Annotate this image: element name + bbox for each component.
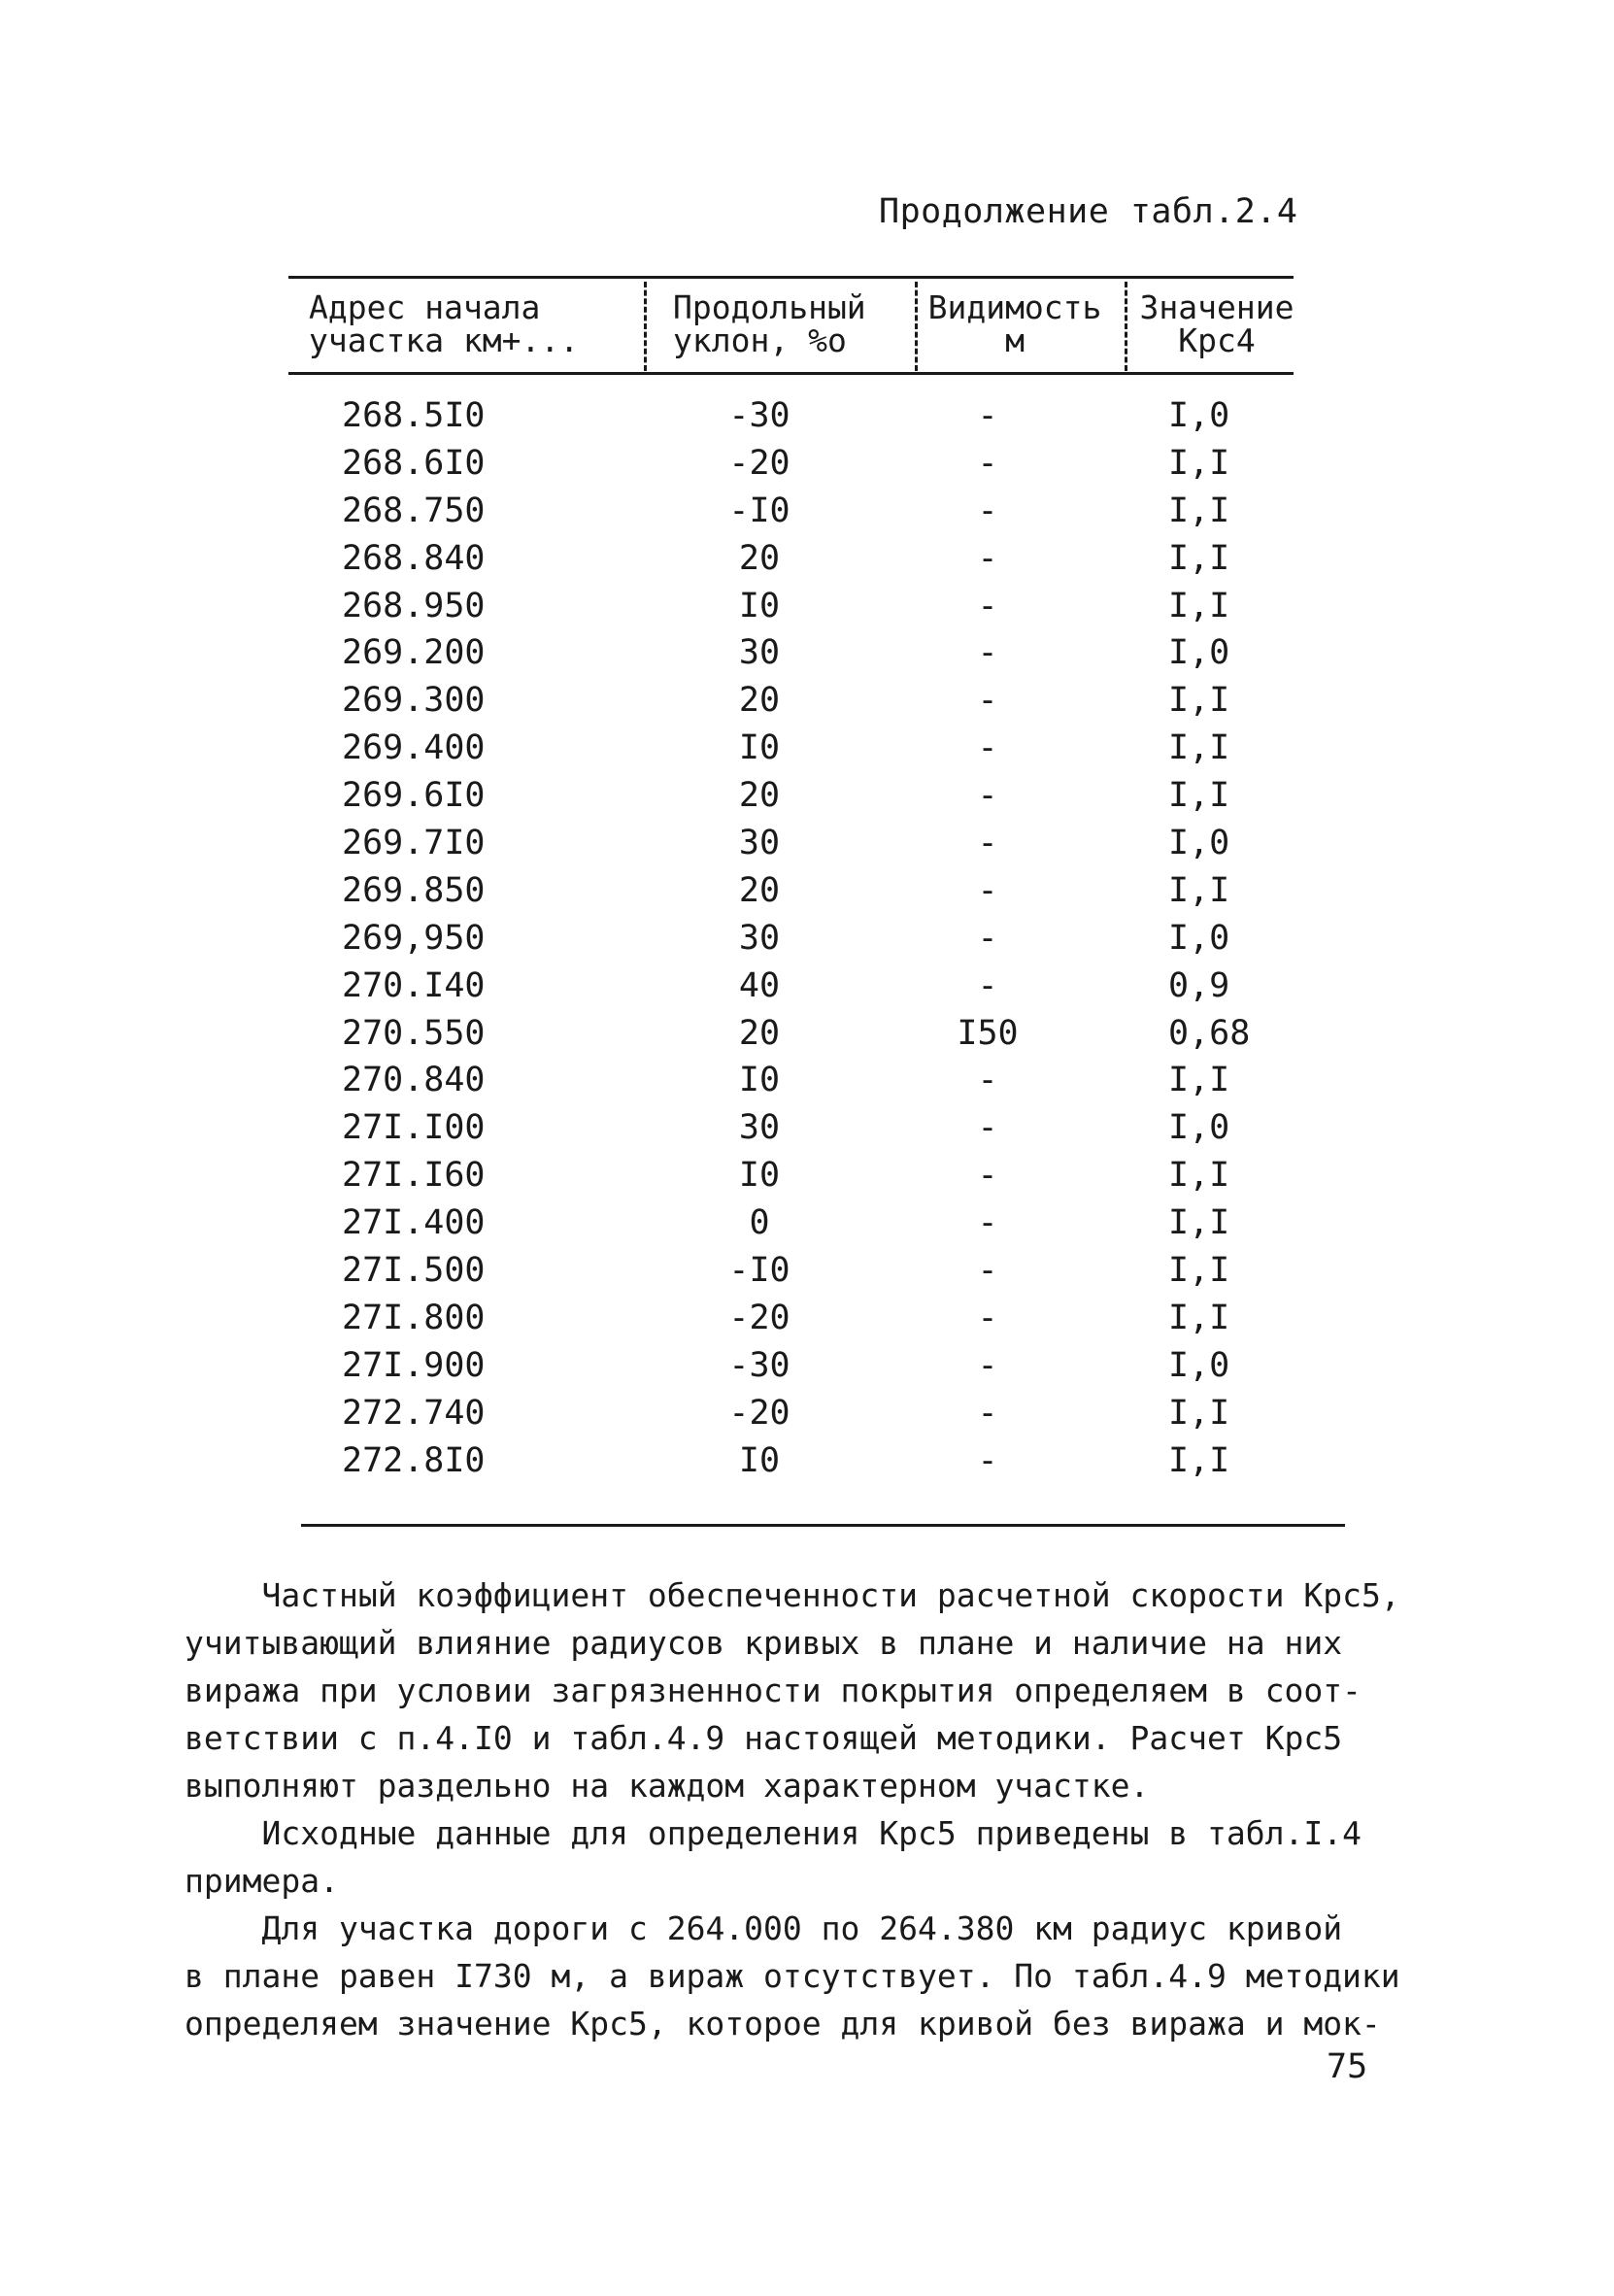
cell-value: I,0 (1168, 396, 1230, 435)
cell-address: 27I.I00 (342, 1108, 486, 1148)
cell-slope: -20 (728, 1298, 790, 1337)
cell-address: 268.950 (342, 586, 486, 625)
table-row (288, 1104, 1298, 1152)
cell-value: I,I (1168, 1061, 1230, 1100)
header-value-line2: Крс4 (1178, 321, 1256, 359)
header-slope-line1: Продольный (673, 288, 866, 326)
cell-slope: 0 (749, 1203, 770, 1243)
cell-value: I,I (1168, 586, 1230, 625)
table-row (288, 1152, 1298, 1199)
cell-value: I,I (1168, 681, 1230, 721)
table-row (288, 392, 1298, 440)
cell-address: 270.840 (342, 1061, 486, 1100)
cell-visibility: - (977, 1108, 998, 1148)
cell-value: 0,68 (1168, 1013, 1251, 1053)
cell-value: I,0 (1168, 918, 1230, 958)
cell-visibility: - (977, 965, 998, 1005)
paragraph: Для участка дороги с 264.000 по 264.380 км радиус кривой в плане равен I730 м, а вираж отсутствует. По табл.4.9 методики определяем значение Крс5, которое для кривой без виража и мок- (185, 1909, 1400, 2043)
cell-visibility: - (977, 633, 998, 673)
table-row (288, 583, 1298, 630)
cell-visibility: - (977, 776, 998, 816)
cell-address: 272.8I0 (342, 1440, 486, 1480)
cell-slope: 20 (738, 870, 781, 910)
column-separator (644, 282, 647, 371)
cell-address: 268.750 (342, 490, 486, 530)
table-row (288, 915, 1298, 962)
cell-value: I,I (1168, 1251, 1230, 1291)
cell-visibility: - (977, 1440, 998, 1480)
table-row (288, 629, 1298, 677)
cell-slope: I0 (738, 586, 781, 625)
cell-visibility: - (977, 1251, 998, 1291)
paragraph: Исходные данные для определения Крс5 приведены в табл.I.4 примера. (185, 1814, 1362, 1900)
cell-address: 270.I40 (342, 965, 486, 1005)
table-row (288, 488, 1298, 535)
cell-slope: -20 (728, 443, 790, 483)
header-visibility-line2: м (1005, 321, 1025, 359)
table-row (288, 1199, 1298, 1247)
cell-value: I,0 (1168, 1345, 1230, 1385)
cell-visibility: - (977, 870, 998, 910)
cell-value: I,0 (1168, 824, 1230, 863)
header-slope (673, 288, 866, 359)
table-row (288, 820, 1298, 867)
table-top-rule (288, 276, 1294, 279)
cell-value: I,I (1168, 1156, 1230, 1196)
header-visibility (923, 288, 1107, 359)
cell-address: 27I.400 (342, 1203, 486, 1243)
cell-visibility: - (977, 396, 998, 435)
cell-address: 27I.500 (342, 1251, 486, 1291)
cell-slope: 30 (738, 1108, 781, 1148)
cell-visibility: - (977, 1203, 998, 1243)
cell-address: 268.5I0 (342, 396, 486, 435)
table-header-rule (288, 372, 1294, 375)
table-row (288, 867, 1298, 915)
cell-value: I,I (1168, 1393, 1230, 1433)
cell-address: 269.6I0 (342, 776, 486, 816)
cell-address: 269.850 (342, 870, 486, 910)
cell-address: 272.740 (342, 1393, 486, 1433)
cell-value: I,I (1168, 538, 1230, 578)
cell-visibility: - (977, 443, 998, 483)
header-visibility-line1: Видимость (927, 288, 1102, 326)
table-row (288, 1437, 1298, 1485)
cell-value: I,I (1168, 1298, 1230, 1337)
cell-address: 269.400 (342, 728, 486, 768)
cell-slope: I0 (738, 1440, 781, 1480)
cell-address: 27I.I60 (342, 1156, 486, 1196)
cell-slope: 30 (738, 824, 781, 863)
table-row (288, 1247, 1298, 1295)
cell-slope: 20 (738, 776, 781, 816)
cell-slope: 40 (738, 965, 781, 1005)
page-number: 75 (1327, 2047, 1368, 2086)
cell-value: I,I (1168, 870, 1230, 910)
cell-visibility: - (977, 1298, 998, 1337)
table-row (288, 440, 1298, 488)
cell-value: I,0 (1168, 1108, 1230, 1148)
cell-slope: -I0 (728, 490, 790, 530)
table-row (288, 1057, 1298, 1104)
table-row (288, 535, 1298, 583)
header-value-line1: Значение (1139, 288, 1295, 326)
cell-visibility: - (977, 728, 998, 768)
cell-slope: I0 (738, 728, 781, 768)
column-separator (915, 282, 918, 371)
paragraph: Частный коэффициент обеспеченности расчетной скорости Крс5, учитывающий влияние радиусов кривых в плане и наличие на них виража при условии загрязненности покрытия определяем в соот- ветствии с п.4.I0 и табл.4.9 настоящей методики. Расчет Крс5 выполняют раздельно на каждом характерном участке. (185, 1576, 1400, 1805)
header-slope-line2: уклон, %о (673, 321, 847, 359)
cell-slope: -30 (728, 1345, 790, 1385)
cell-visibility: - (977, 681, 998, 721)
cell-slope: -20 (728, 1393, 790, 1433)
table-row (288, 772, 1298, 820)
cell-slope: -I0 (728, 1251, 790, 1291)
cell-slope: 20 (738, 1013, 781, 1053)
header-value (1134, 288, 1299, 359)
header-address-line2: участка км+... (309, 321, 580, 359)
column-separator (1125, 282, 1127, 371)
table-row (288, 1010, 1298, 1058)
cell-value: I,I (1168, 1440, 1230, 1480)
cell-address: 269.200 (342, 633, 486, 673)
cell-address: 268.6I0 (342, 443, 486, 483)
cell-value: I,I (1168, 728, 1230, 768)
cell-visibility: - (977, 824, 998, 863)
cell-value: I,0 (1168, 633, 1230, 673)
table-row (288, 962, 1298, 1010)
cell-address: 27I.900 (342, 1345, 486, 1385)
cell-value: I,I (1168, 776, 1230, 816)
cell-value: I,I (1168, 1203, 1230, 1243)
cell-visibility: - (977, 1156, 998, 1196)
cell-visibility: I50 (957, 1013, 1019, 1053)
cell-visibility: - (977, 1393, 998, 1433)
cell-address: 269.7I0 (342, 824, 486, 863)
cell-address: 268.840 (342, 538, 486, 578)
cell-value: 0,9 (1168, 965, 1230, 1005)
cell-value: I,I (1168, 490, 1230, 530)
cell-visibility: - (977, 918, 998, 958)
header-address (309, 288, 580, 359)
cell-slope: 20 (738, 538, 781, 578)
cell-slope: 20 (738, 681, 781, 721)
table-bottom-rule (301, 1524, 1345, 1527)
cell-visibility: - (977, 586, 998, 625)
table-row (288, 677, 1298, 725)
table-row (288, 725, 1298, 772)
cell-visibility: - (977, 538, 998, 578)
cell-address: 269.300 (342, 681, 486, 721)
cell-visibility: - (977, 1061, 998, 1100)
table-row (288, 1295, 1298, 1342)
cell-value: I,I (1168, 443, 1230, 483)
table-body (288, 392, 1298, 1484)
cell-address: 27I.800 (342, 1298, 486, 1337)
cell-slope: -30 (728, 396, 790, 435)
table-row (288, 1342, 1298, 1390)
cell-slope: 30 (738, 918, 781, 958)
cell-address: 269,950 (342, 918, 486, 958)
cell-address: 270.550 (342, 1013, 486, 1053)
cell-slope: 30 (738, 633, 781, 673)
cell-slope: I0 (738, 1061, 781, 1100)
table-caption: Продолжение табл.2.4 (879, 192, 1298, 231)
cell-visibility: - (977, 490, 998, 530)
cell-visibility: - (977, 1345, 998, 1385)
cell-slope: I0 (738, 1156, 781, 1196)
header-address-line1: Адрес начала (309, 288, 541, 326)
body-text (185, 1571, 1437, 2047)
table-row (288, 1390, 1298, 1437)
